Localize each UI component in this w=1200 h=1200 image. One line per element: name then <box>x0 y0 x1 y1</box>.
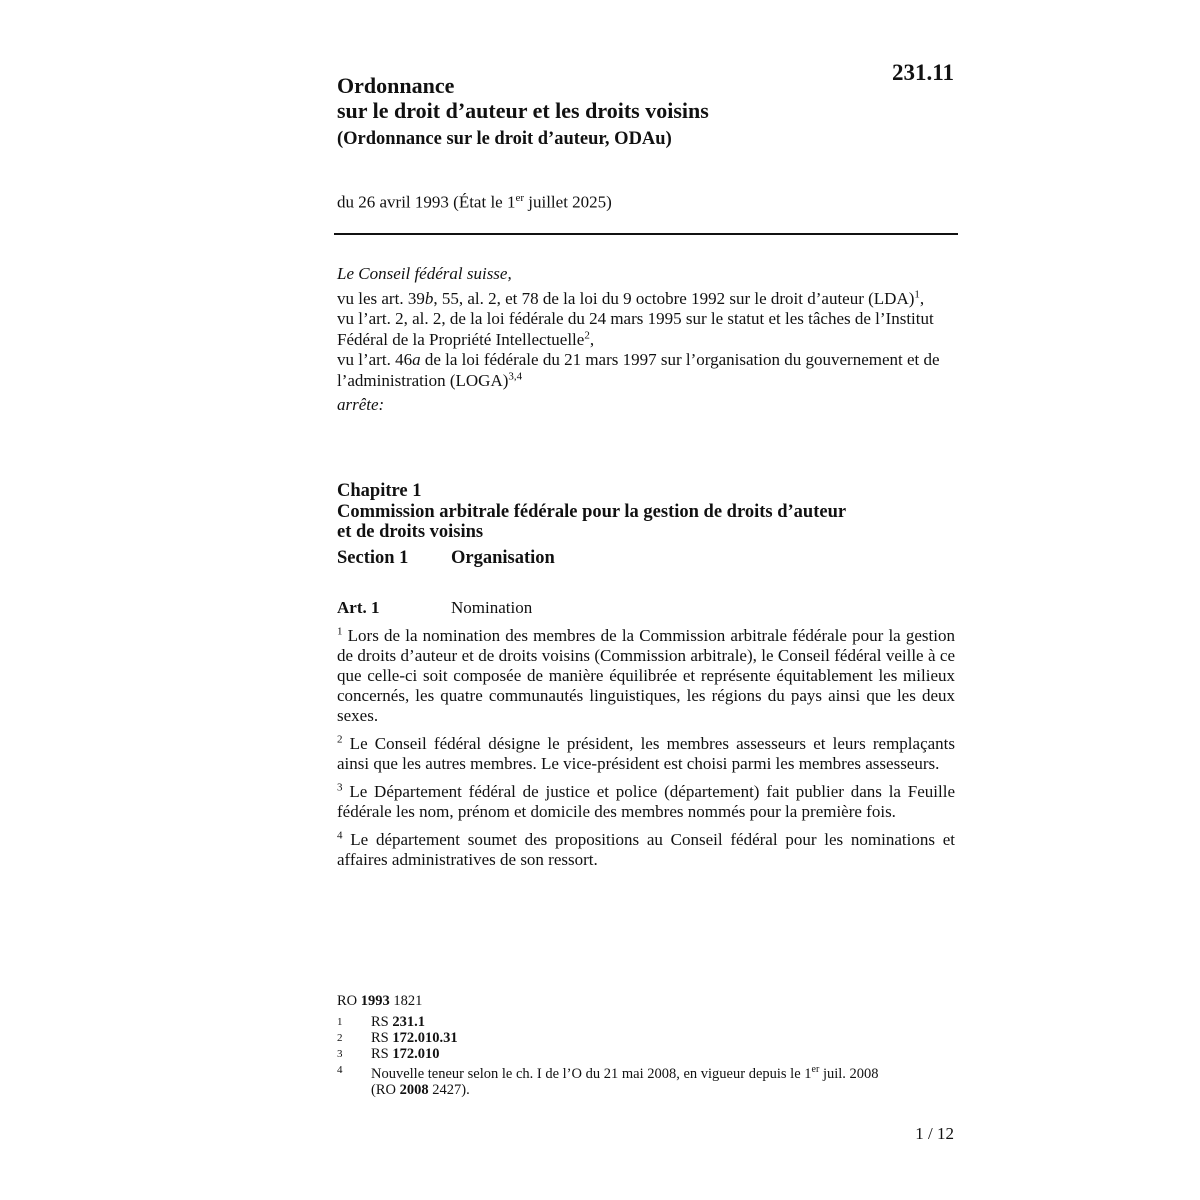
ro-prefix: RO <box>337 993 361 1009</box>
footnote-rs-number: 172.010 <box>392 1046 440 1062</box>
article-heading <box>337 598 532 618</box>
paragraph-text: Lors de la nomination des membres de la Commission arbitrale fédérale pour la gestion de droits d’auteur et de droits voisins (Commission arbitrale), le Conseil fédéral veille à ce que celle-ci soit composée de manière équilibrée et représente équitablement les milieux concernés, les quatre communautés linguistiques, les régions du pays ainsi que les deux sexes. <box>337 626 955 725</box>
footnote-text <box>371 1046 957 1062</box>
short-title: (Ordonnance sur le droit d’auteur, ODAu) <box>337 129 672 149</box>
section-number: Section 1 <box>337 548 409 568</box>
article-paragraph <box>337 734 955 774</box>
footnote-number: 2 <box>337 1032 343 1044</box>
date-sup: er <box>515 192 525 204</box>
chapter-title-line-1: Commission arbitrale fédérale pour la gestion de droits d’auteur <box>337 501 847 522</box>
title-block <box>337 73 897 151</box>
section-heading <box>337 548 555 569</box>
ro-reference <box>337 993 957 1009</box>
article-title: Nomination <box>451 598 533 617</box>
footnote-4-text-d: 2427). <box>428 1081 470 1098</box>
footnote-4-text-a: Nouvelle teneur selon le ch. I de l’O du 21 mai 2008, en vigueur depuis le 1 <box>371 1065 812 1082</box>
chapter-title-line-2: et de droits voisins <box>337 522 484 542</box>
paragraph-number: 1 <box>337 625 343 638</box>
footnote-number: 1 <box>337 1016 343 1028</box>
preamble <box>337 264 957 416</box>
footnote-prefix: RS <box>371 1046 393 1062</box>
footnote-prefix: RS <box>371 1014 393 1030</box>
basis-2-text: vu l’art. 2, al. 2, de la loi fédérale du 24 mars 1995 sur le statut et les tâches de l’Institut Fédéral de la Propriété Intellectuelle <box>337 309 934 349</box>
footnote-item <box>337 1014 957 1030</box>
preamble-basis-1 <box>337 289 957 310</box>
footnote-4-text-b: juil. 2008 <box>819 1065 879 1082</box>
paragraph-number: 3 <box>337 781 343 794</box>
ro-page: 1821 <box>389 993 423 1009</box>
footnote-4-sup: er <box>811 1064 820 1075</box>
ro-year: 1993 <box>360 993 390 1009</box>
preamble-basis-2 <box>337 309 957 350</box>
header-divider <box>334 233 958 235</box>
footnote-rs-number: 172.010.31 <box>392 1030 458 1046</box>
paragraph-text: Le Conseil fédéral désigne le président, les membres assesseurs et leurs remplaçants ainsi que les autres membres. Le vice-président est choisi parmi les membres assesseurs. <box>337 734 955 773</box>
basis-2-end: , <box>589 329 595 349</box>
footnote-ref-2[interactable]: 2 <box>584 328 590 341</box>
sr-number: 231.11 <box>892 60 954 85</box>
article-body <box>337 626 955 878</box>
footnote-number: 3 <box>337 1048 343 1060</box>
paragraph-number: 4 <box>337 829 343 842</box>
footnote-item <box>337 1030 957 1046</box>
page-number: 1 / 12 <box>915 1124 954 1143</box>
footnote-item <box>337 1062 957 1098</box>
footnote-ref-1[interactable]: 1 <box>914 287 920 300</box>
paragraph-text: Le Département fédéral de justice et police (département) fait publier dans la Feuille fédérale les nom, prénom et domicile des membres nommés pour la première fois. <box>337 782 955 821</box>
paragraph-number: 2 <box>337 733 343 746</box>
basis-3-text-a: vu l’art. 46 <box>337 350 413 369</box>
footnote-ref-3-4[interactable]: 3,4 <box>508 369 523 382</box>
date-line <box>337 192 612 213</box>
footnote-4-text-c: (RO <box>371 1081 400 1098</box>
article-paragraph <box>337 626 955 726</box>
section-title: Organisation <box>451 548 555 568</box>
basis-3-text-c: de la loi fédérale du 21 mars 1997 sur l’organisation du gouvernement et de l’administration (LOGA) <box>337 350 940 390</box>
footnote-item <box>337 1046 957 1062</box>
chapter-heading <box>337 481 957 543</box>
footnote-4-ro-year: 2008 <box>399 1081 429 1098</box>
preamble-authority: Le Conseil fédéral suisse, <box>337 264 512 283</box>
article-number: Art. 1 <box>337 598 380 617</box>
basis-1-text-a: vu les art. 39 <box>337 288 425 308</box>
footnote-number: 4 <box>337 1064 343 1076</box>
footnote-prefix: RS <box>371 1030 393 1046</box>
article-paragraph <box>337 782 955 822</box>
preamble-basis-3 <box>337 350 957 391</box>
chapter-label: Chapitre 1 <box>337 481 422 501</box>
preamble-decree: arrête: <box>337 395 385 414</box>
basis-1-text-c: , 55, al. 2, et 78 de la loi du 9 octobre 1992 sur le droit d’auteur (LDA) <box>433 288 915 308</box>
basis-3-italic: a <box>412 350 421 369</box>
basis-1-end: , <box>919 288 925 308</box>
footnotes <box>337 993 957 1098</box>
title-line-2: sur le droit d’auteur et les droits voisins <box>337 98 709 123</box>
date-suffix: juillet 2025) <box>524 192 612 212</box>
basis-1-italic: b <box>424 288 434 308</box>
date-prefix: du 26 avril 1993 (État le 1 <box>337 192 516 212</box>
footnote-text <box>371 1062 957 1098</box>
footnote-text <box>371 1014 957 1030</box>
footnote-rs-number: 231.1 <box>392 1014 425 1030</box>
footnote-text <box>371 1030 957 1046</box>
paragraph-text: Le département soumet des propositions au Conseil fédéral pour les nominations et affaires administratives de son ressort. <box>337 830 955 869</box>
title-line-1: Ordonnance <box>337 73 455 98</box>
article-paragraph <box>337 830 955 870</box>
